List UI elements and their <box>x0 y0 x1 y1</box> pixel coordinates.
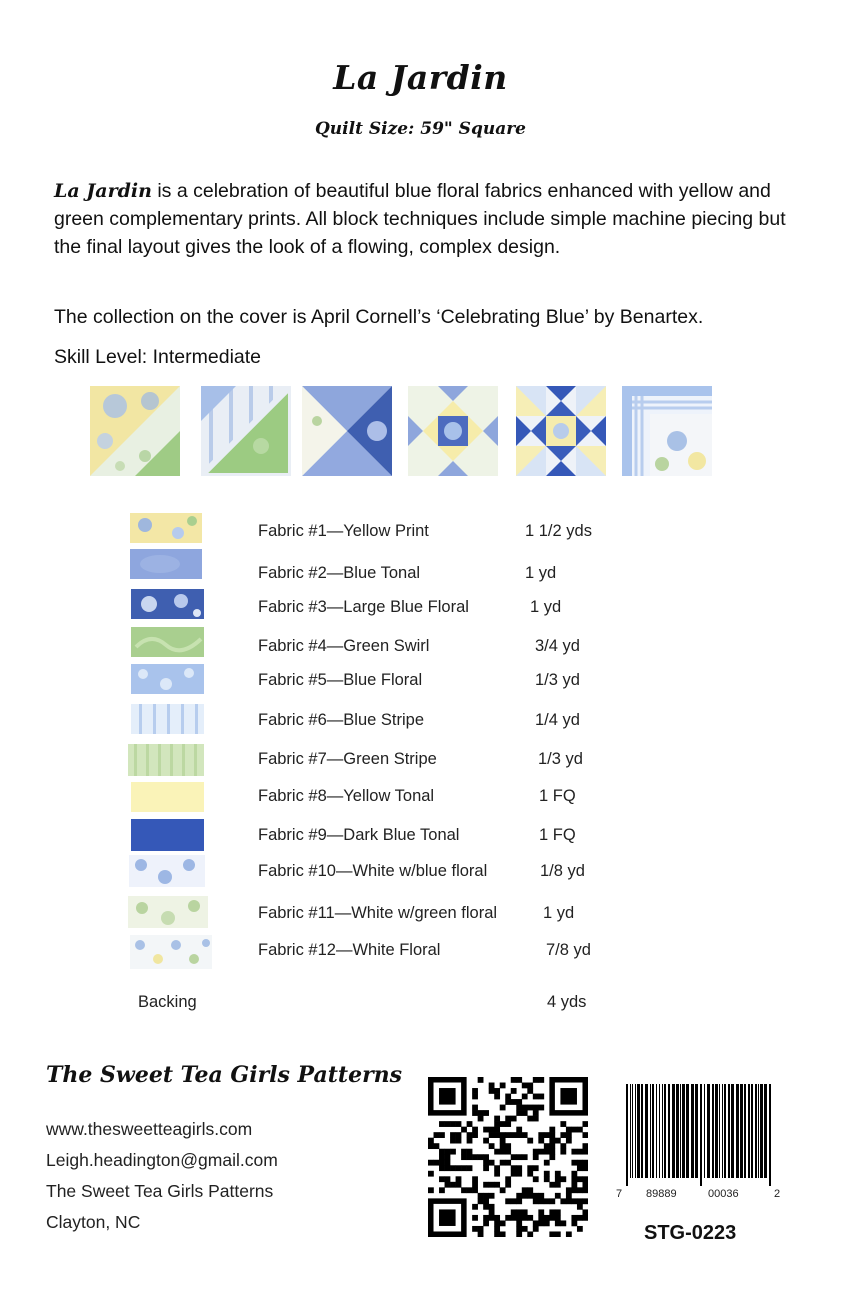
quilt-size-subtitle: Quilt Size: 59" Square <box>315 119 526 139</box>
fabric-row <box>0 854 841 888</box>
fabric-amount: 1/8 yd <box>540 862 585 880</box>
fabric-row <box>0 588 841 622</box>
fabric-name: Fabric #10—White w/blue floral <box>258 862 488 880</box>
fabric-swatch <box>131 589 204 619</box>
fabric-name: Fabric #11—White w/green floral <box>258 904 498 922</box>
fabric-name: Fabric #2—Blue Tonal <box>258 564 421 582</box>
barcode-digit-first: 7 <box>616 1188 623 1200</box>
fabric-amount: 1/3 yd <box>538 750 583 768</box>
fabric-name: Fabric #8—Yellow Tonal <box>258 787 435 805</box>
fabric-row <box>0 702 841 736</box>
fabric-swatch <box>131 627 204 657</box>
contact-website: www.thesweetteagirls.com <box>46 1119 253 1139</box>
barcode-digits-left: 89889 <box>646 1188 677 1200</box>
contact-email: Leigh.headington@gmail.com <box>46 1150 278 1170</box>
barcode-digit-last: 2 <box>774 1188 781 1200</box>
fabric-swatch <box>130 935 212 969</box>
fabric-amount: 1 1/2 yds <box>525 522 592 540</box>
fabric-name: Fabric #4—Green Swirl <box>258 637 430 655</box>
barcode-digits-right: 00036 <box>708 1188 739 1200</box>
backing-amount: 4 yds <box>547 993 587 1011</box>
fabric-swatch <box>128 896 208 928</box>
fabric-row <box>0 512 841 546</box>
collection-note: The collection on the cover is April Cornell’s ‘Celebrating Blue’ by Benartex. <box>54 306 704 328</box>
fabric-name: Fabric #1—Yellow Print <box>258 522 429 540</box>
backing-row <box>0 990 841 1024</box>
fabric-row <box>0 741 841 775</box>
fabric-name: Fabric #9—Dark Blue Tonal <box>258 826 460 844</box>
fabric-row <box>0 662 841 696</box>
skill-level: Skill Level: Intermediate <box>54 346 262 368</box>
footer-brand: The Sweet Tea Girls Patterns <box>46 1062 403 1088</box>
fabric-name: Fabric #3—Large Blue Floral <box>258 598 469 616</box>
fabric-row <box>0 818 841 852</box>
fabric-swatch <box>129 855 205 887</box>
fabric-swatch <box>130 549 202 579</box>
fabric-amount: 1 FQ <box>539 826 576 844</box>
fabric-row <box>0 935 841 969</box>
fabric-name: Fabric #12—White Floral <box>258 941 441 959</box>
qr-code <box>428 1077 588 1237</box>
fabric-row <box>0 780 841 814</box>
fabric-row <box>0 895 841 929</box>
intro-text: is a celebration of beautiful blue floral fabrics enhanced with yellow and green complementary prints. All block techniques include simple machine piecing but the final layout gives the look of a flowing, complex design. <box>54 180 786 258</box>
fabric-amount: 1 yd <box>525 564 557 582</box>
contact-company: The Sweet Tea Girls Patterns <box>46 1181 274 1201</box>
backing-label: Backing <box>138 993 197 1011</box>
fabric-amount: 1 FQ <box>539 787 576 805</box>
fabric-swatch <box>131 782 204 812</box>
fabric-amount: 1 yd <box>543 904 575 922</box>
fabric-amount: 1/3 yd <box>535 671 580 689</box>
intro-inline-title: La Jardin <box>54 180 152 202</box>
fabric-name: Fabric #5—Blue Floral <box>258 671 423 689</box>
fabric-amount: 3/4 yd <box>535 637 580 655</box>
fabric-swatch <box>130 513 202 543</box>
fabric-swatch <box>128 744 204 776</box>
fabric-amount: 1/4 yd <box>535 711 580 729</box>
fabric-name: Fabric #7—Green Stripe <box>258 750 437 768</box>
fabric-swatch <box>131 704 204 734</box>
fabric-amount: 1 yd <box>530 598 562 616</box>
fabric-name: Fabric #6—Blue Stripe <box>258 711 424 729</box>
fabric-swatch <box>131 664 204 694</box>
fabric-amount: 7/8 yd <box>546 941 591 959</box>
page-title: La Jardin <box>333 58 508 97</box>
contact-location: Clayton, NC <box>46 1212 141 1232</box>
product-sku: STG-0223 <box>644 1222 737 1244</box>
fabric-row <box>0 626 841 660</box>
fabric-swatch <box>131 819 204 851</box>
fabric-row <box>0 548 841 582</box>
barcode <box>614 1084 784 1202</box>
